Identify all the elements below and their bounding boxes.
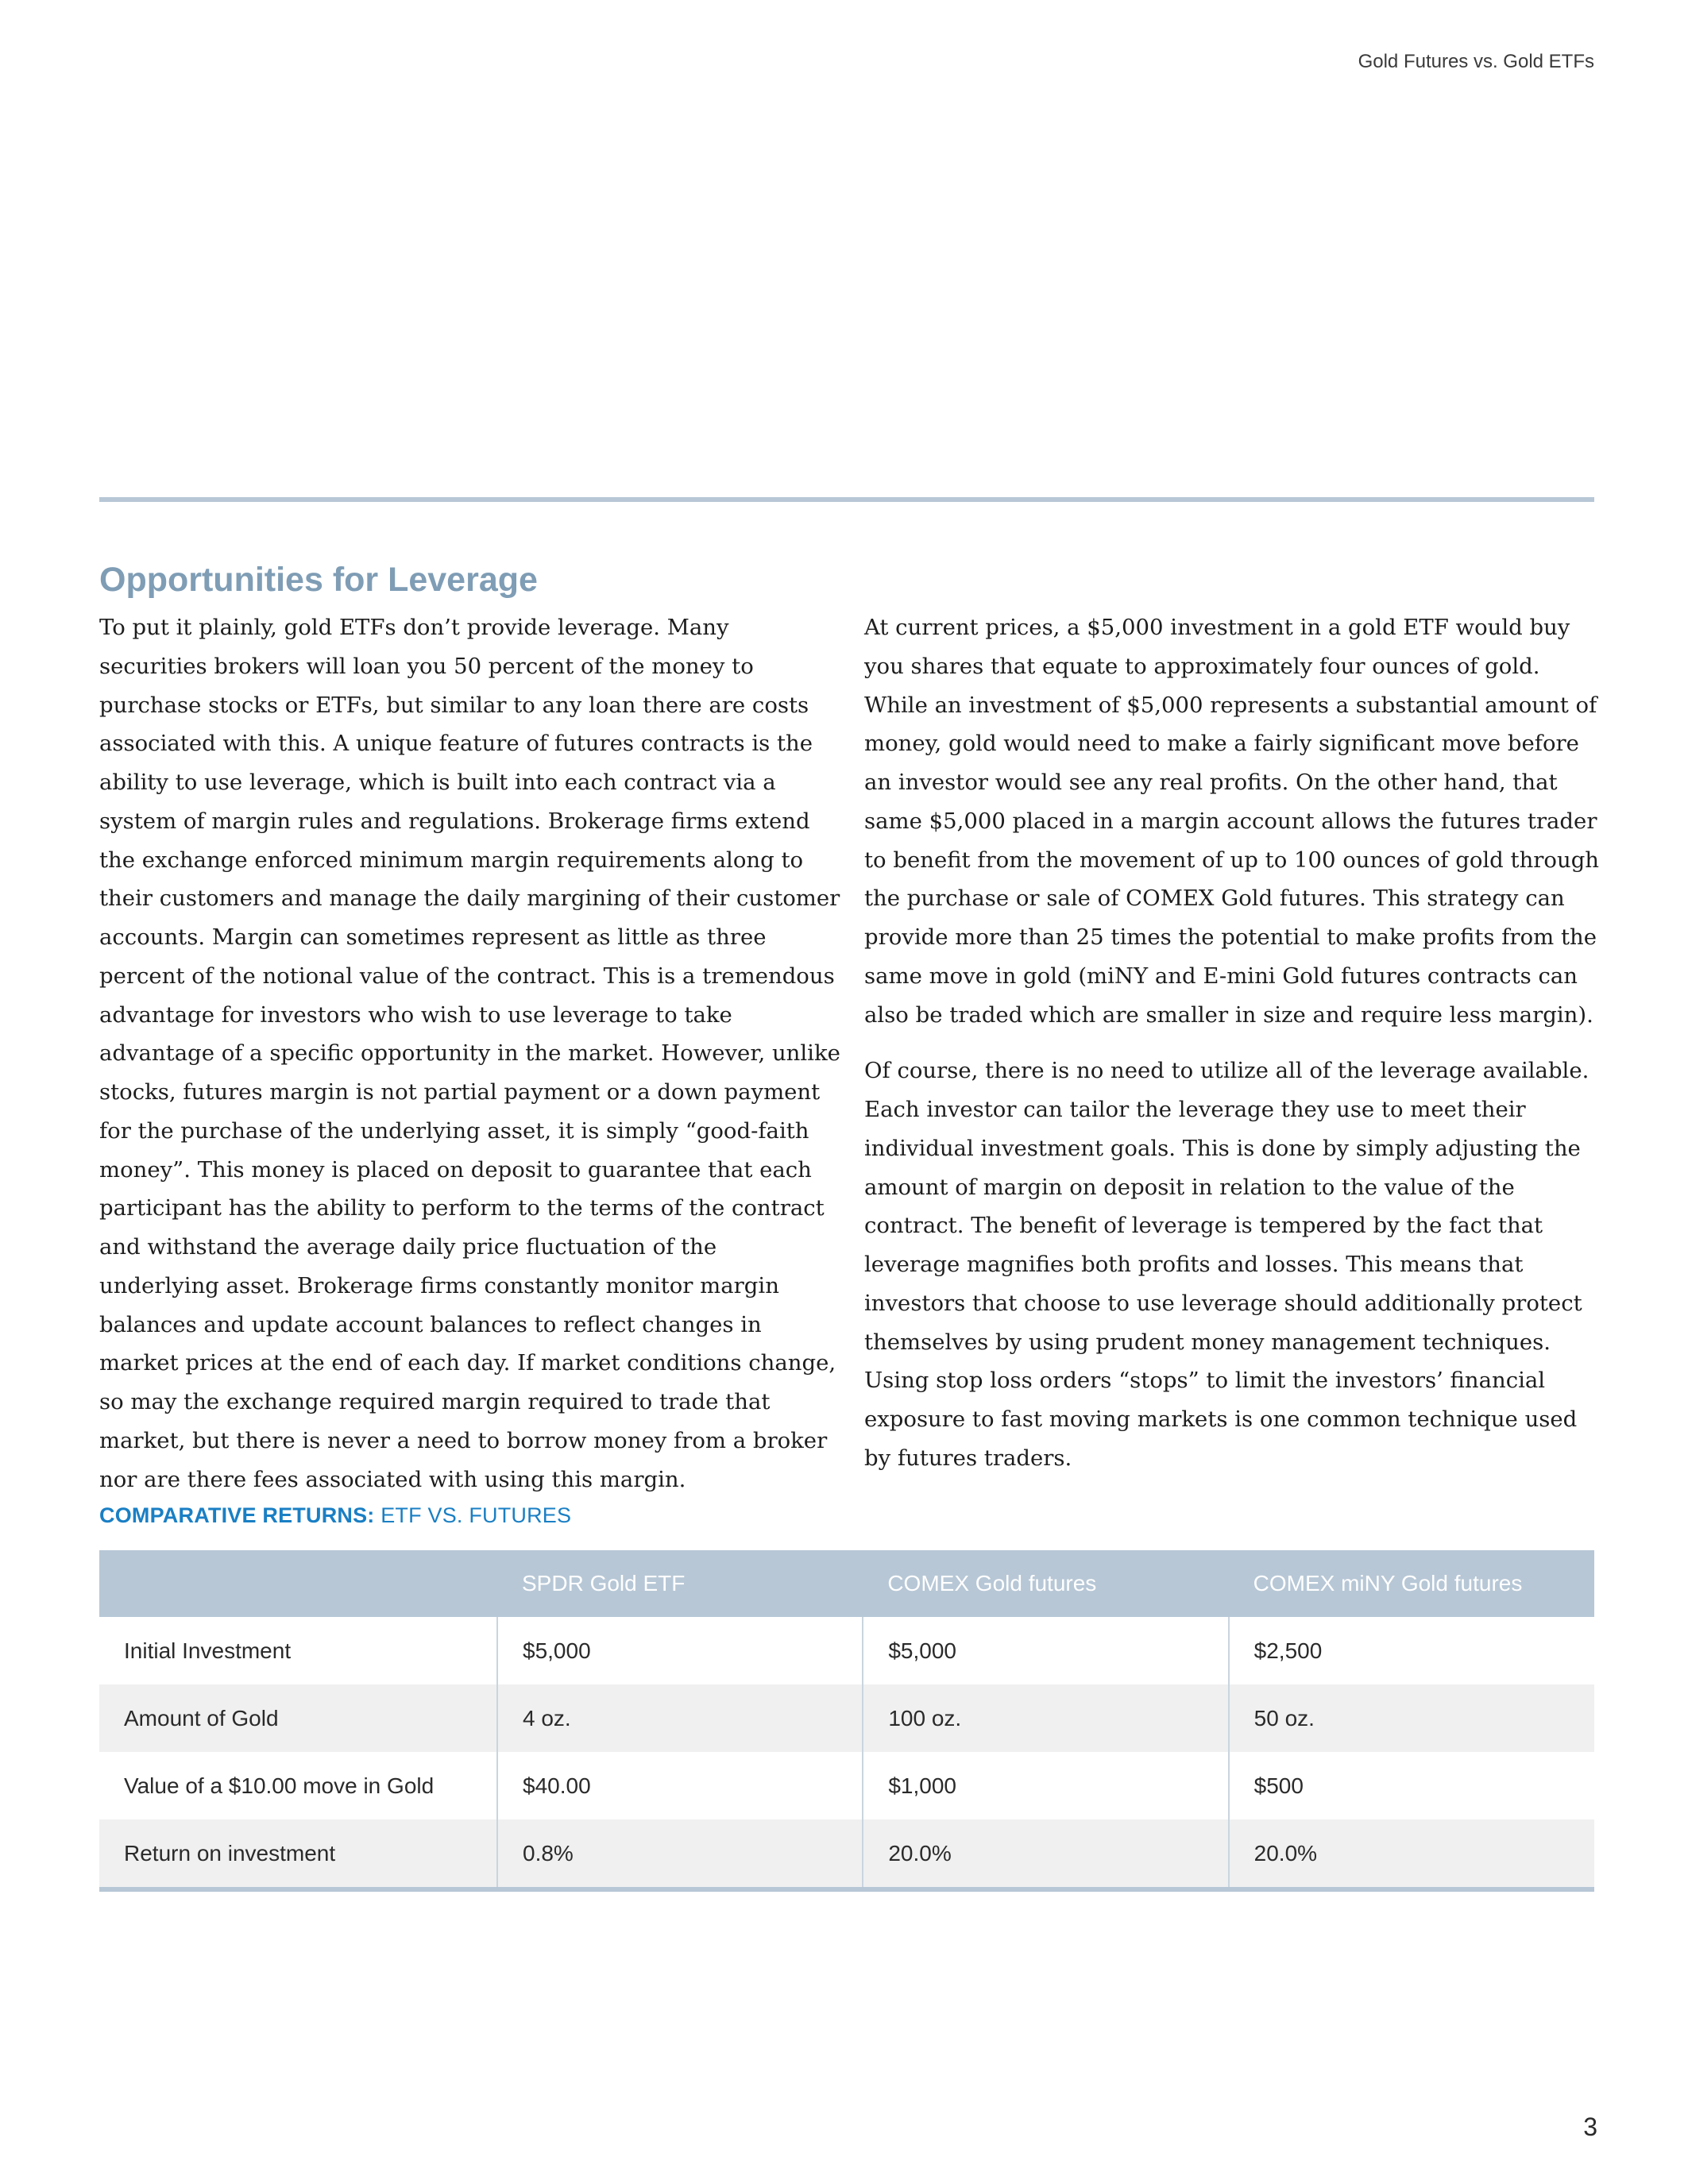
right-column <box>864 608 1603 1478</box>
table-cell: 100 oz. <box>863 1684 1228 1752</box>
left-paragraph-1: To put it plainly, gold ETFs don’t provide leverage. Many securities brokers will loan you 50 percent of the money to purchase stocks or ETFs, but similar to any loan there are costs associated with this. A unique feature of futures contracts is the ability to use leverage, which is built into each contract via a system of margin rules and regulations. Brokerage firms extend the exchange enforced minimum margin requirements along to their customers and manage the daily margining of their customer accounts. Margin can sometimes represent as little as three percent of the notional value of the contract. This is a tremendous advantage for investors who wish to use leverage to take advantage of a specific opportunity in the market. However, unlike stocks, futures margin is not partial payment or a down payment for the purchase of the underlying asset, it is simply “good-faith money”. This money is placed on deposit to guarantee that each participant has the ability to perform to the terms of the contract and withstand the average daily price fluctuation of the underlying asset. Brokerage firms constantly monitor margin balances and update account balances to reflect changes in market prices at the end of each day. If market conditions change, so may the exchange required margin required to trade that market, but there is never a need to borrow money from a broker nor are there fees associated with using this margin. <box>99 615 840 1492</box>
table-cell: $500 <box>1229 1752 1594 1819</box>
table-header-row <box>99 1550 1594 1617</box>
table-caption <box>99 1503 571 1528</box>
left-column <box>99 608 842 1499</box>
table-cell: 50 oz. <box>1229 1684 1594 1752</box>
table-caption-strong: COMPARATIVE RETURNS: <box>99 1503 375 1527</box>
table-cell: $2,500 <box>1229 1617 1594 1684</box>
right-paragraph-2: Of course, there is no need to utilize all of the leverage available. Each investor can tailor the leverage they use to meet their individual investment goals. This is done by simply adjusting the amount of margin on deposit in relation to the value of the contract. The benefit of leverage is tempered by the fact that leverage magnifies both profits and losses. This means that investors that choose to use leverage should additionally protect themselves by using prudent money management techniques. Using stop loss orders “stops” to limit the investors’ financial exposure to fast moving markets is one common technique used by futures traders. <box>864 1058 1590 1471</box>
table-header-cell: SPDR Gold ETF <box>497 1550 863 1617</box>
row-label: Initial Investment <box>124 1638 292 1663</box>
comparative-returns-table <box>99 1550 1594 1892</box>
page-number: 3 <box>1583 2113 1597 2141</box>
table-cell: 20.0% <box>863 1819 1228 1889</box>
table-cell: 4 oz. <box>497 1684 863 1752</box>
running-header: Gold Futures vs. Gold ETFs <box>1358 51 1594 72</box>
section-divider <box>99 497 1594 502</box>
row-label: Value of a $10.00 move in Gold <box>124 1773 435 1798</box>
table-header-cell <box>99 1550 497 1617</box>
row-label: Return on investment <box>99 1819 497 1889</box>
table-row <box>99 1752 1594 1819</box>
table-header-cell: COMEX miNY Gold futures <box>1229 1550 1594 1617</box>
row-label: Amount of Gold <box>99 1684 497 1752</box>
table-cell: 0.8% <box>497 1819 863 1889</box>
section-heading: Opportunities for Leverage <box>99 561 538 599</box>
table-cell: $1,000 <box>863 1752 1228 1819</box>
table-cell: $5,000 <box>497 1617 863 1684</box>
table-row <box>99 1617 1594 1684</box>
table-caption-rest: ETF VS. FUTURES <box>374 1503 572 1527</box>
table-cell: $40.00 <box>497 1752 863 1819</box>
table-row <box>99 1684 1594 1752</box>
table-cell: $5,000 <box>863 1617 1228 1684</box>
table-cell: 20.0% <box>1229 1819 1594 1889</box>
table-header-cell: COMEX Gold futures <box>863 1550 1228 1617</box>
right-paragraph-1: At current prices, a $5,000 investment in a gold ETF would buy you shares that equate to approximately four ounces of gold. While an investment of $5,000 represents a substantial amount of money, gold would need to make a fairly significant move before an investor would see any real profits. On the other hand, that same $5,000 placed in a margin account allows the futures trader to benefit from the movement of up to 100 ounces of gold through the purchase or sale of COMEX Gold futures. This strategy can provide more than 25 times the potential to make profits from the same move in gold (miNY and E-mini Gold futures contracts can also be traded which are smaller in size and require less margin). <box>864 615 1600 1028</box>
table-row <box>99 1819 1594 1889</box>
